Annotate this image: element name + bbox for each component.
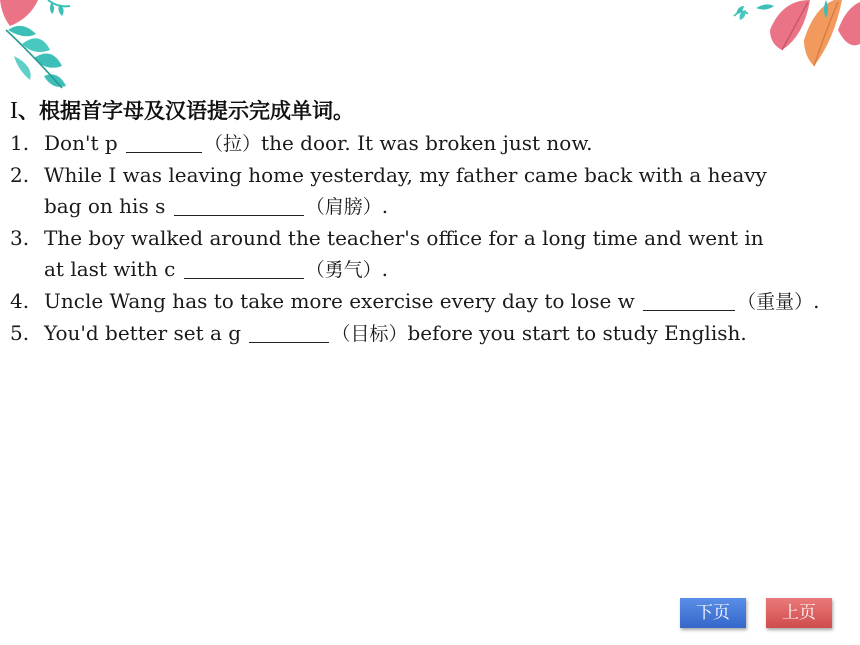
question-number: 2. (10, 163, 30, 187)
section-title: 、根据首字母及汉语提示完成单词。 (18, 99, 354, 123)
question-text: bag on his s (44, 194, 172, 218)
question-line (44, 223, 840, 254)
question-text-after: before you start to study English. (407, 321, 747, 345)
prev-page-button[interactable]: 上页 (766, 598, 832, 628)
question-line (44, 191, 840, 223)
answer-blank[interactable] (184, 256, 304, 279)
question-text-after: . (381, 194, 389, 218)
next-page-button[interactable]: 下页 (680, 598, 746, 628)
chinese-hint: （目标） (331, 323, 408, 345)
question-number: 1. (10, 131, 30, 155)
exercise-content (10, 96, 840, 350)
question-text: While I was leaving home yesterday, my father came back with a heavy (44, 163, 767, 187)
question-text: Uncle Wang has to take more exercise every day to lose w (44, 289, 642, 313)
answer-blank[interactable] (643, 288, 735, 311)
question-line (44, 318, 840, 350)
answer-blank[interactable] (126, 130, 202, 153)
question-text-after: . (813, 289, 820, 313)
chinese-hint: （重量） (737, 291, 814, 313)
question-number: 5. (10, 321, 30, 345)
question-text: The boy walked around the teacher's office for a long time and went in (44, 226, 764, 250)
question-line (44, 254, 840, 286)
question-list (10, 128, 840, 350)
question-line (44, 128, 840, 160)
question-number: 4. (10, 289, 30, 313)
question-text: at last with c (44, 257, 182, 281)
question-line (44, 286, 840, 318)
question-line (44, 160, 840, 191)
section-heading (10, 96, 840, 126)
leaf-decoration-top-right (730, 0, 860, 72)
question-text: Don't p (44, 131, 125, 155)
question-text-after: . (381, 257, 389, 281)
chinese-hint: （拉） (204, 133, 262, 155)
question-text-after: the door. It was broken just now. (261, 131, 593, 155)
question-text: You'd better set a g (44, 321, 248, 345)
question-number: 3. (10, 226, 30, 250)
question-item (10, 318, 840, 350)
question-item (10, 223, 840, 286)
chinese-hint: （肩膀） (305, 196, 382, 218)
leaf-decoration-top-left (0, 0, 90, 92)
question-item (10, 160, 840, 223)
question-item (10, 286, 840, 318)
section-numeral: I (10, 98, 18, 124)
answer-blank[interactable] (249, 320, 329, 343)
question-item (10, 128, 840, 160)
answer-blank[interactable] (174, 193, 304, 216)
chinese-hint: （勇气） (305, 259, 382, 281)
